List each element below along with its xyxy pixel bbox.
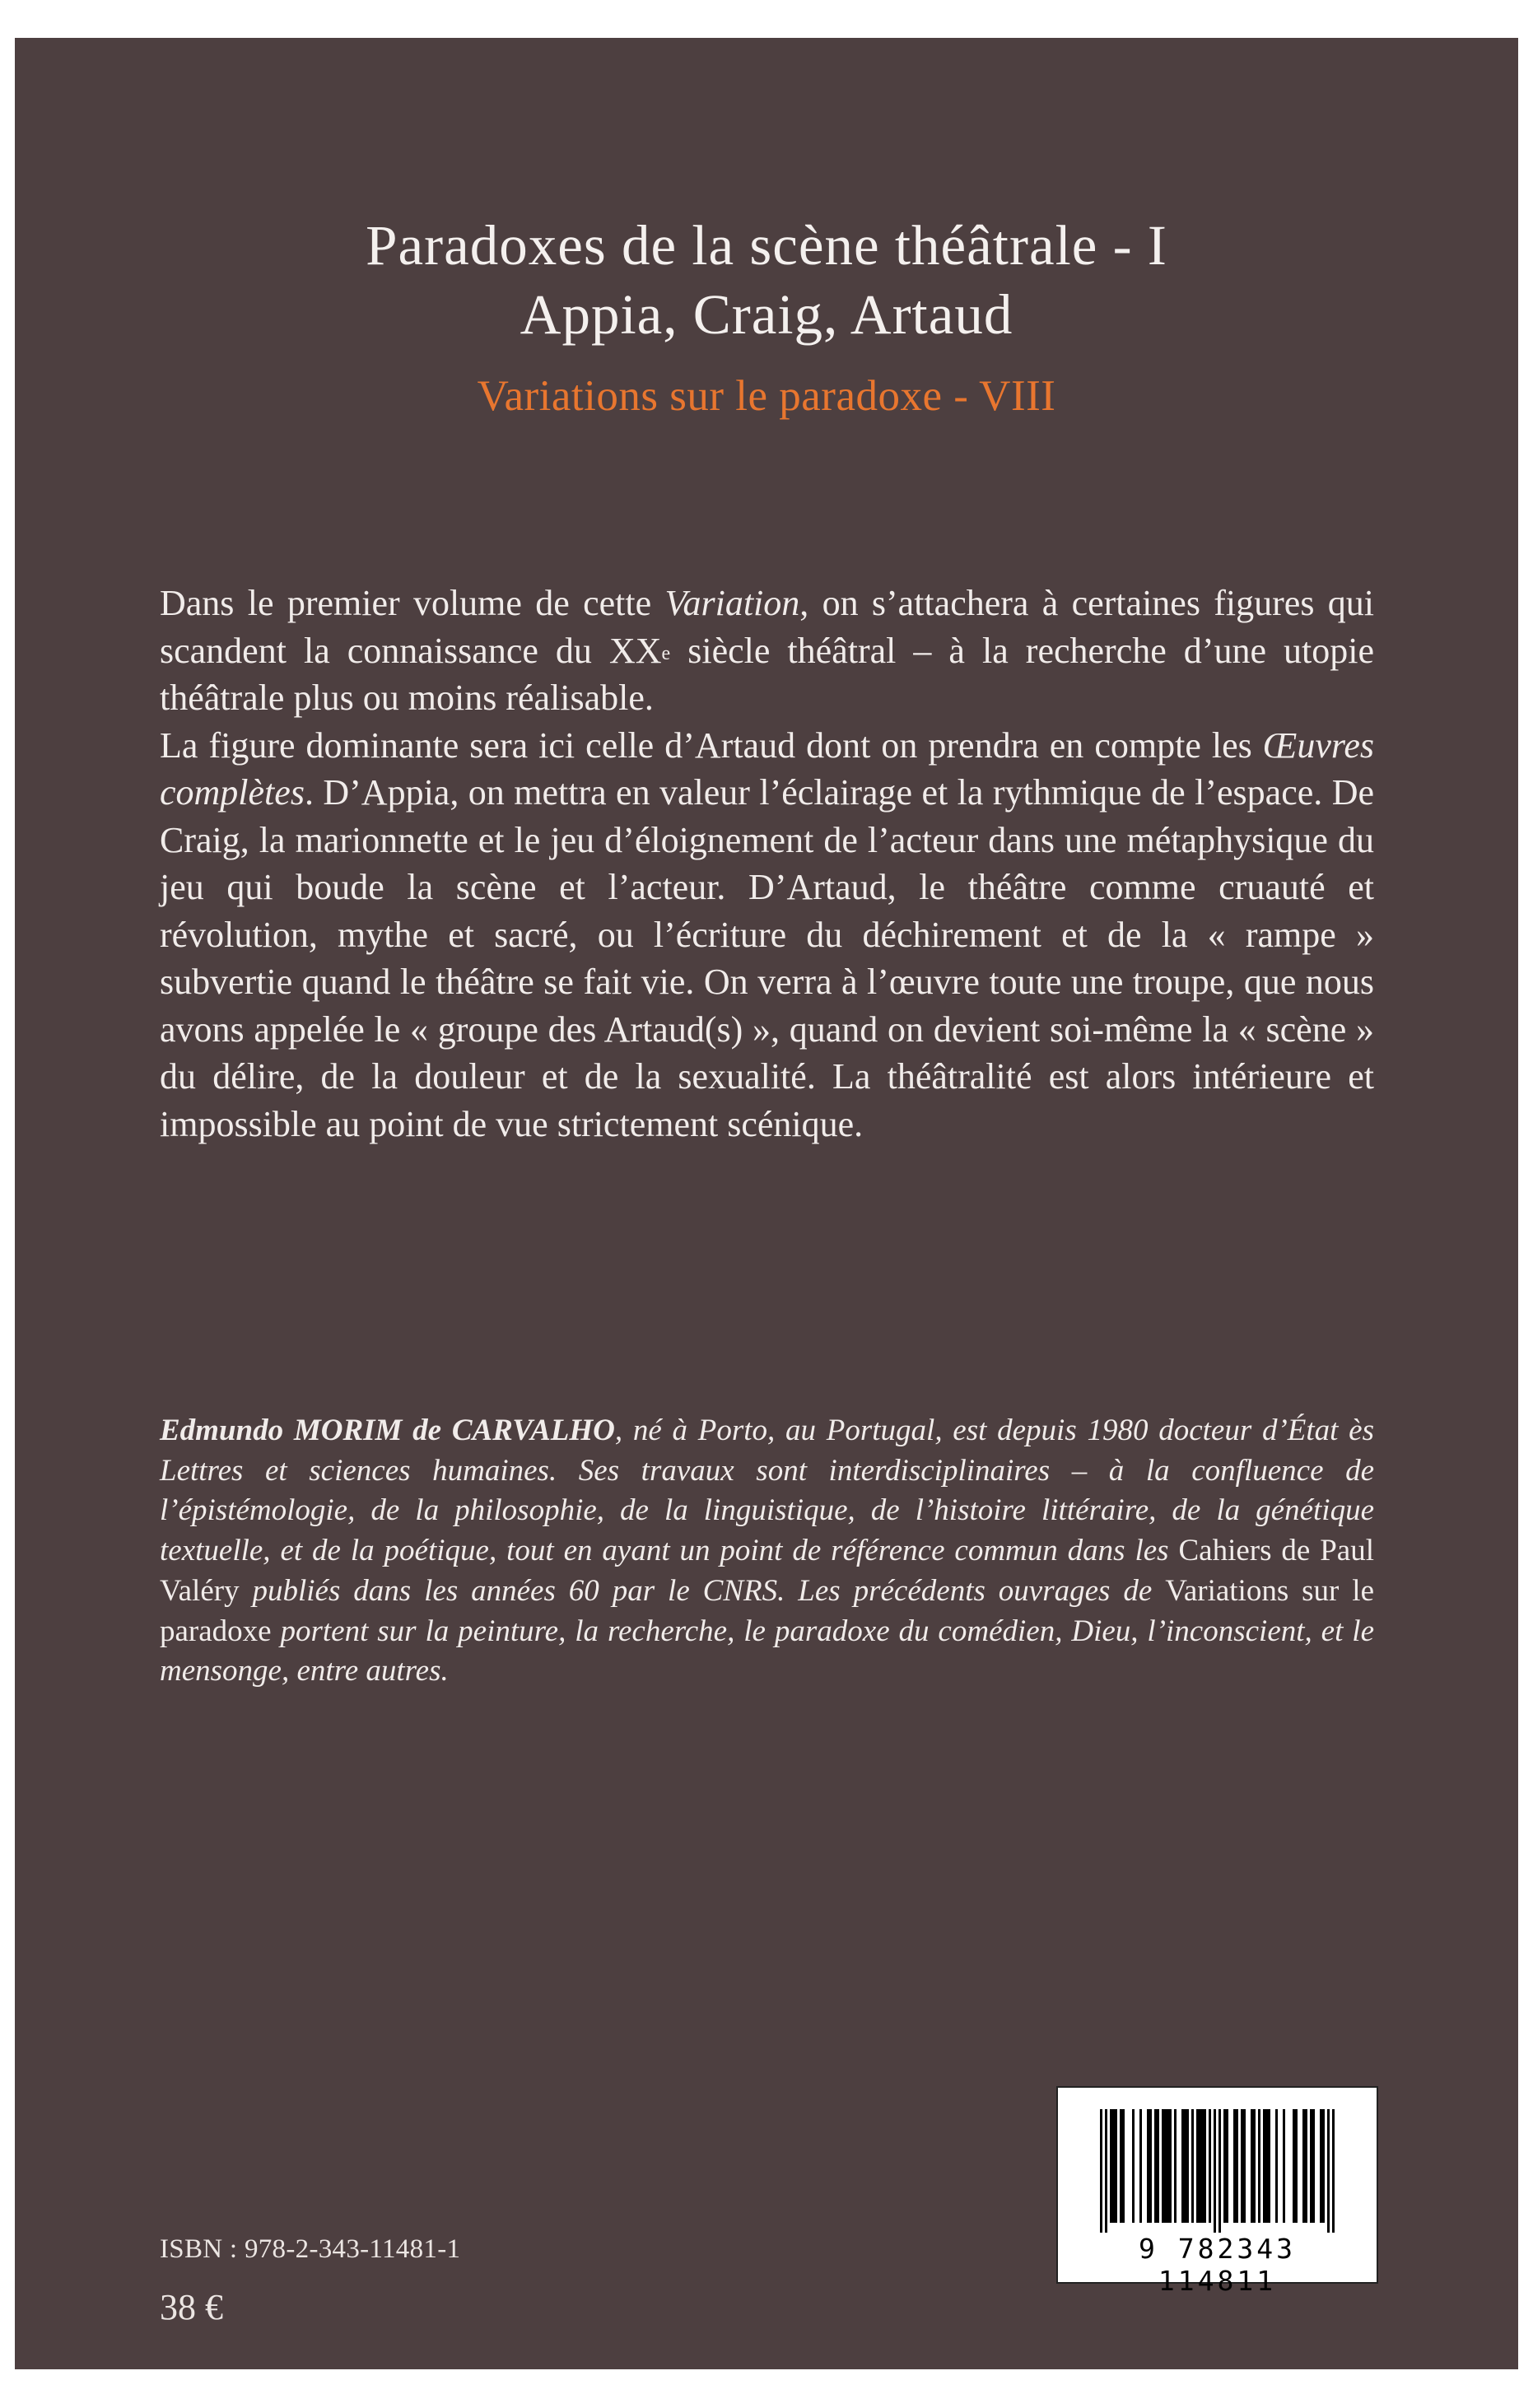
barcode-bar (1283, 2109, 1285, 2223)
barcode-bar (1139, 2109, 1142, 2223)
barcode-bar (1110, 2109, 1112, 2223)
barcode-digits: 9 782343 114811 (1139, 2233, 1296, 2297)
blurb-text: , on s’attachera à certaines figures qui scandent la connaissance du XX (160, 583, 1374, 671)
barcode-bar (1199, 2109, 1201, 2223)
bio-text: , né à Porto, au Portugal, est depuis 1980 docteur d’État ès Lettres et sciences humaines. Ses travaux sont interdisciplinaires – à la confluence de l’épistémologie, de la philosophie, de la linguistique, de l’histoire littéraire, de la génétique textuelle, et de la poétique, tout en ayant un point de référence commun dans les (160, 1414, 1374, 1568)
book-title-line-2: Appia, Craig, Artaud (520, 283, 1013, 346)
blurb-italic: Œuvres complètes (160, 724, 1374, 813)
barcode-bar (1214, 2109, 1216, 2233)
barcode (1056, 2086, 1378, 2297)
price: 38 € (160, 2287, 223, 2327)
barcode-bar (1112, 2109, 1115, 2223)
barcode-bar (1218, 2109, 1221, 2233)
barcode-bar (1100, 2109, 1102, 2233)
barcode-bar (1157, 2109, 1159, 2223)
barcode-bar (1233, 2109, 1236, 2223)
barcode-bar (1226, 2109, 1228, 2223)
barcode-bar (1265, 2109, 1268, 2223)
barcode-bar (1275, 2109, 1278, 2223)
barcode-bar (1327, 2109, 1330, 2233)
bio-work-title: Variations sur le paradoxe (160, 1573, 1374, 1648)
barcode-bar (1154, 2109, 1157, 2223)
barcode-bar (1164, 2109, 1167, 2223)
barcode-bar (1302, 2109, 1305, 2223)
barcode-bar (1310, 2109, 1312, 2223)
barcode-bar (1268, 2109, 1270, 2223)
barcode-bar (1263, 2109, 1265, 2223)
blurb-paragraph-2 (160, 722, 1374, 1148)
barcode-bar (1258, 2109, 1260, 2223)
barcode-bar (1201, 2109, 1204, 2223)
author-bio (160, 1411, 1374, 1692)
barcode-bar (1312, 2109, 1315, 2223)
barcode-bar (1241, 2109, 1243, 2223)
barcode-bar (1253, 2109, 1256, 2223)
barcode-bar (1149, 2109, 1152, 2223)
barcode-bar (1322, 2109, 1325, 2223)
barcode-bar (1147, 2109, 1149, 2223)
isbn: ISBN : 978-2-343-11481-1 (160, 2234, 461, 2264)
book-title-line-1: Paradoxes de la scène théâtrale - I (366, 214, 1167, 277)
barcode-bar (1209, 2109, 1211, 2223)
barcode-bar (1223, 2109, 1226, 2223)
barcode-bar (1184, 2109, 1186, 2223)
back-cover (15, 38, 1518, 2369)
barcode-bar (1191, 2109, 1194, 2223)
bio-work-title: Cahiers de Paul Valéry (160, 1534, 1374, 1608)
century-superscript: e (661, 642, 671, 664)
blurb-text: . D’Appia, on mettra en valeur l’éclairage et la rythmique de l’espace. De Craig, la marionnette et le jeu d’éloignement de l’acteur dans une métaphysique du jeu qui boude la scène et l’acteur. D’Artaud, le théâtre comme cruauté et révolution, mythe et sacré, ou l’écriture du déchirement et de la « rampe » subvertie quand le théâtre se fait vie. On verra à l’œuvre toute une troupe, que nous avons appelée le « groupe des Artaud(s) », quand on devient soi-même la « scène » du délire, de la douleur et de la sexualité. La théâtralité est alors intérieure et impossible au point de vue strictement scénique. (160, 772, 1374, 1144)
author-name: Edmundo MORIM de CARVALHO (160, 1414, 615, 1447)
bio-text: publiés dans les années 60 par le CNRS. Les précédents ouvrages de (239, 1573, 1166, 1608)
barcode-bar (1169, 2109, 1172, 2223)
blurb-italic: Variation (664, 583, 800, 623)
barcode-bar (1181, 2109, 1184, 2223)
barcode-bar (1236, 2109, 1238, 2223)
blurb-text: Dans le premier volume de cette (160, 583, 665, 623)
blurb-text: siècle théâtral – à la recherche d’une utopie théâtrale plus ou moins réalisable. (160, 630, 1374, 718)
blurb-paragraph-1 (160, 580, 1374, 722)
blurb (160, 580, 1374, 1148)
bio-text: portent sur la peinture, la recherche, le paradoxe du comédien, Dieu, l’inconscient, et le mensonge, entre autres. (160, 1614, 1374, 1688)
barcode-bar (1204, 2109, 1206, 2223)
barcode-bar (1295, 2109, 1298, 2223)
barcode-bar (1120, 2109, 1122, 2223)
barcode-bar (1332, 2109, 1335, 2233)
barcode-bar (1243, 2109, 1246, 2223)
barcode-bar (1174, 2109, 1177, 2223)
barcode-bar (1320, 2109, 1322, 2223)
barcode-bar (1186, 2109, 1189, 2223)
barcode-bar (1105, 2109, 1107, 2233)
barcode-bar (1115, 2109, 1117, 2223)
barcode-bar (1162, 2109, 1164, 2223)
barcode-bar (1305, 2109, 1307, 2223)
barcode-bar (1167, 2109, 1169, 2223)
barcode-bar (1132, 2109, 1135, 2223)
barcode-bar (1293, 2109, 1295, 2223)
barcode-bar (1196, 2109, 1199, 2223)
barcode-bars-icon (1095, 2109, 1342, 2233)
title-block (15, 211, 1518, 425)
barcode-bar (1122, 2109, 1125, 2223)
blurb-text: La figure dominante sera ici celle d’Artaud dont on prendra en compte les (160, 724, 1263, 766)
barcode-bar (1251, 2109, 1253, 2223)
series-title: Variations sur le paradoxe - VIII (477, 372, 1056, 420)
